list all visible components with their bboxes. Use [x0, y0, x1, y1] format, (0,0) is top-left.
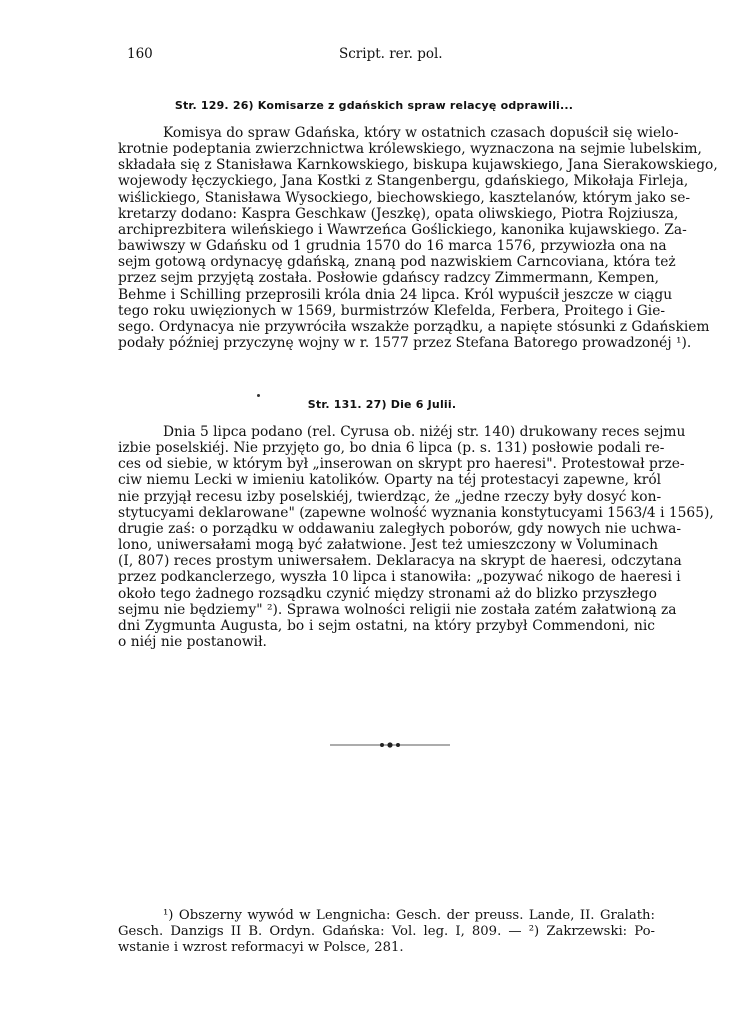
text-line: podały później przyczynę wojny w r. 1577 przez Stefana Batorego prowadzonéj ¹).: [118, 335, 692, 352]
section-title-str-129: Str. 129. 26) Komisarze z gdańskich spraw relacyę odprawili...: [174, 99, 574, 112]
text-line: ces od siebie, w którym był „inserowan on skrypt pro haeresi". Protestował prze-: [118, 456, 685, 473]
section-title-str-131: Str. 131. 27) Die 6 Julii.: [307, 398, 457, 411]
text-line: Komisya do spraw Gdańska, który w ostatnich czasach dopuścił się wielo-: [163, 125, 679, 141]
text-line: Behme i Schilling przeprosili króla dnia 24 lipca. Król wypuścił jeszcze w ciągu: [118, 286, 673, 303]
text-line: przez podkanclerzego, wyszła 10 lipca i stanowiła: „pozywać nikogo de haeresi i: [118, 569, 681, 586]
text-line: o niéj nie postanowił.: [118, 634, 267, 651]
text-line: wojewody łęczyckiego, Jana Kostki z Stangenbergu, gdańskiego, Mikołaja Firleja,: [118, 173, 689, 190]
text-line: bawiwszy w Gdańsku od 1 grudnia 1570 do 16 marca 1576, przywiozła ona na: [118, 238, 667, 255]
text-line: wstanie i wzrost reformacyi w Polsce, 281.: [118, 939, 404, 955]
text-line: tego roku uwięzionych w 1569, burmistrzów Klefelda, Ferbera, Proitego i Gie-: [118, 302, 666, 319]
ornament-dot: [257, 394, 260, 397]
text-line: Gesch. Danzigs II B. Ordyn. Gdańska: Vol. leg. I, 809. — ²) Zakrzewski: Po-: [118, 923, 655, 939]
commentary-paragraph-2: [118, 424, 714, 651]
text-line: krotnie podeptania zwierzchnictwa królewskiego, wyznaczona na sejmie lubelskim,: [118, 141, 702, 158]
text-line: drugie zaś: o porządku w oddawaniu zaległych poborów, gdy nowych nie uchwa-: [118, 520, 682, 537]
text-line: lono, uniwersałami mogą być załatwione. Jest też umieszczony w Voluminach: [118, 537, 659, 554]
commentary-paragraph-1: [118, 125, 718, 352]
text-line: ¹) Obszerny wywód w Lengnicha: Gesch. der preuss. Lande, II. Gralath:: [163, 908, 655, 923]
text-line: izbie poselskiéj. Nie przyjęto go, bo dnia 6 lipca (p. s. 131) posłowie podali re-: [118, 440, 665, 457]
ornamental-separator-icon: [330, 741, 450, 749]
text-line: około tego żadnego rozsądku czynić między stronami aż do blizko przyszłego: [118, 585, 657, 602]
text-line: ciw niemu Lecki w imieniu katolików. Oparty na téj protestacyi zapewne, król: [118, 472, 662, 489]
text-line: sego. Ordynacya nie przywróciła wszakże porządku, a napięte stósunki z Gdańskiem: [118, 318, 710, 335]
text-line: sejm gotową ordynacyę gdańską, znaną pod nazwiskiem Carncoviana, która też: [118, 254, 676, 271]
text-line: sejmu nie będziemy" ²). Sprawa wolności religii nie została zatém załatwioną za: [118, 601, 677, 618]
text-line: kretarzy dodano: Kaspra Geschkaw (Jeszkę), opata oliwskiego, Piotra Rojziusza,: [118, 205, 679, 222]
text-line: nie przyjął recesu izby poselskiéj, twierdząc, że „jedne rzeczy były dosyć kon-: [118, 488, 662, 505]
footnotes: [118, 908, 655, 955]
text-line: przez sejm przyjętą została. Posłowie gdańscy radzcy Zimmermann, Kempen,: [118, 270, 659, 287]
page-header: [127, 46, 457, 68]
text-line: stytucyami deklarowane" (zapewne wolność wyznania konstytucyami 1563/4 i 1565),: [118, 504, 714, 521]
page-number: 160: [127, 46, 153, 62]
text-line: składała się z Stanisława Karnkowskiego, biskupa kujawskiego, Jana Sierakowskiego,: [118, 157, 718, 174]
text-line: archiprezbitera wileńskiego i Wawrzeńca Goślickiego, kanonika kujawskiego. Za-: [118, 221, 687, 238]
text-line: (I, 807) reces prostym uniwersałem. Deklaracya na skrypt de haeresi, odczytana: [118, 553, 682, 570]
text-line: Dnia 5 lipca podano (rel. Cyrusa ob. niżéj str. 140) drukowany reces sejmu: [163, 424, 686, 440]
text-line: dni Zygmunta Augusta, bo i sejm ostatni, na który przybył Commendoni, nic: [118, 617, 655, 634]
running-title: Script. rer. pol.: [339, 46, 443, 62]
text-line: wiślickiego, Stanisława Wysockiego, biechowskiego, kasztelanów, którym jako se-: [118, 189, 691, 206]
